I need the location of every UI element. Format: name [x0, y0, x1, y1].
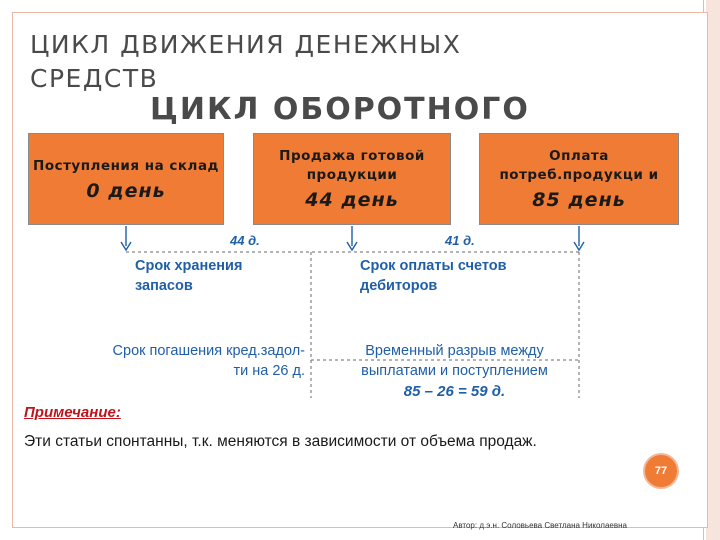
- payables-period: Срок погашения кред.задол-ти на 26 д.: [112, 343, 305, 379]
- box-receipt-to-warehouse: [28, 133, 224, 225]
- author-credit: Автор: д.э.н. Соловьева Светлана Николаевна: [453, 521, 627, 530]
- box-day: 85 день: [532, 189, 626, 211]
- period-receivables: Срок оплаты счетов дебиторов: [360, 258, 507, 294]
- duration-second: 41 д.: [445, 233, 475, 248]
- box-label: Оплата потреб.продукци и: [499, 148, 659, 183]
- box-day: 44 день: [305, 189, 399, 211]
- box-label: Поступления на склад: [33, 157, 219, 174]
- page-number-badge: 77: [643, 453, 679, 489]
- box-sale-of-products: [253, 133, 451, 225]
- box-label: Продажа готовой продукции: [279, 148, 425, 183]
- period-storage: Срок хранения запасов: [135, 258, 243, 294]
- gap-formula: 85 – 26 = 59 д.: [403, 383, 506, 400]
- box-day: 0 день: [86, 179, 166, 202]
- note-title: Примечание:: [24, 404, 121, 421]
- box-payment-for-products: [479, 133, 679, 225]
- slide-subtitle: ЦИКЛ ОБОРОТНОГО: [150, 92, 530, 127]
- slide-title: ЦИКЛ ДВИЖЕНИЯ ДЕНЕЖНЫХ СРЕДСТВ: [30, 30, 462, 93]
- duration-first: 44 д.: [230, 233, 260, 248]
- note-text: Эти статьи спонтанны, т.к. меняются в зависимости от объема продаж.: [24, 433, 537, 450]
- gap-description: Временный разрыв между выплатами и поступлением: [361, 343, 548, 379]
